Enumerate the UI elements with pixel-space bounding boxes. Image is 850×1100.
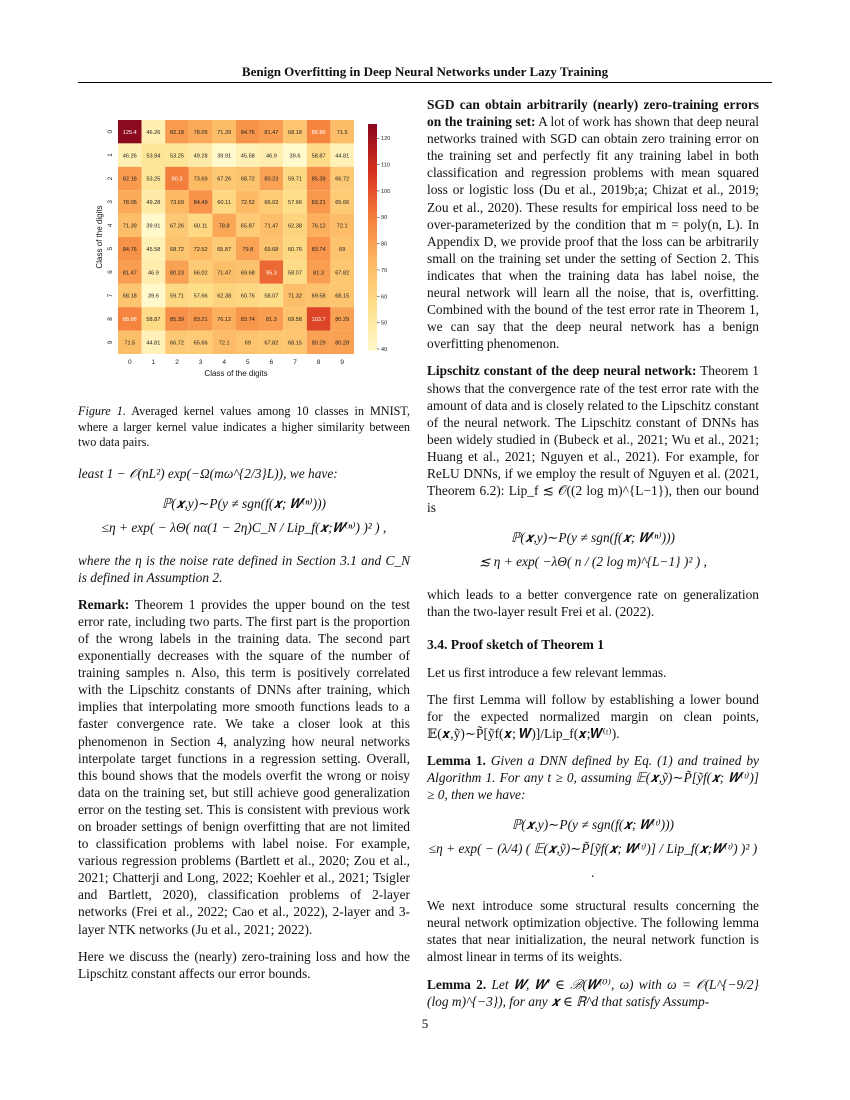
- heatmap-cell-label: 88.86: [311, 129, 326, 136]
- heatmap-cell-label: 65.87: [217, 246, 232, 253]
- heatmap-cell-label: 69: [339, 246, 346, 253]
- x-tick-label: 7: [293, 359, 297, 366]
- colorbar-segment: [368, 147, 377, 151]
- heatmap-cell-label: 125.4: [122, 129, 137, 136]
- colorbar-segment: [368, 154, 377, 158]
- x-tick-label: 8: [316, 359, 321, 366]
- colorbar-segment: [368, 139, 377, 143]
- colorbar-segment: [368, 346, 377, 350]
- heatmap-cell-label: 85.39: [170, 317, 184, 324]
- heatmap-cell-label: 81.3: [265, 317, 277, 324]
- heatmap-cell-label: 72.52: [193, 246, 208, 253]
- heatmap-cell-label: 69.58: [288, 317, 302, 324]
- heatmap-cell-label: 46.26: [122, 153, 137, 160]
- x-tick-label: 9: [340, 359, 345, 366]
- colorbar-segment: [368, 181, 377, 185]
- heatmap-cell-label: 66.02: [193, 270, 208, 277]
- lemma-1-label: Lemma 1.: [427, 752, 486, 768]
- heatmap-cell-label: 84.76: [240, 129, 255, 136]
- colorbar-segment: [368, 256, 377, 260]
- lipschitz-text: Theorem 1 shows that the convergence rate of the test error rate with the amount of data and is closely related to the Lipschitz constant of the neural network. The Lipschitz constant of DNNs has been widely studied in (Bubeck et al., 2021; Wu et al., 2021; Huang et al., 2021; Nguyen et al., 2021). For example, for ReLU DNNs, if we employ the result of Nguyen et al. (2021, Theorem 6.2): Lip_f ≲ 𝒪((2 log m)^{L−1}), then our bound is: [427, 363, 759, 516]
- heatmap-cell-label: 83.74: [240, 317, 255, 324]
- y-tick-label: 1: [107, 153, 114, 157]
- heatmap-cell-label: 81.47: [264, 129, 279, 136]
- y-tick-label: 7: [107, 293, 114, 298]
- heatmap-cell-label: 45.58: [146, 246, 161, 253]
- heatmap-cell-label: 49.28: [193, 153, 208, 160]
- colorbar-segment: [368, 128, 377, 132]
- colorbar-segment: [368, 275, 377, 279]
- sgd-paragraph: [427, 96, 759, 352]
- colorbar-tick-label: 70: [381, 267, 388, 274]
- heatmap-cell-label: 66.72: [335, 176, 350, 183]
- heatmap-cell-label: 60.11: [217, 200, 231, 207]
- colorbar-segment: [368, 331, 377, 335]
- colorbar-segment: [368, 241, 377, 245]
- heatmap-cell-label: 83.21: [193, 317, 208, 324]
- x-axis-label: Class of the digits: [204, 369, 268, 378]
- colorbar-segment: [368, 233, 377, 237]
- colorbar-segment: [368, 218, 377, 222]
- heatmap-cell-label: 73.69: [193, 176, 208, 183]
- heatmap-cell-label: 65.66: [335, 200, 350, 207]
- heatmap-cell-label: 49.28: [146, 200, 161, 207]
- heatmap-cell-label: 39.6: [289, 153, 301, 160]
- running-header: Benign Overfitting in Deep Neural Networks under Lazy Training: [241, 64, 609, 79]
- heatmap-cell-label: 71.32: [288, 293, 302, 300]
- colorbar-tick-label: 60: [381, 294, 388, 301]
- colorbar-tick-label: 80: [381, 241, 388, 248]
- colorbar-segment: [368, 222, 377, 226]
- heatmap-cell-label: 83.21: [311, 200, 326, 207]
- colorbar-segment: [368, 301, 377, 305]
- colorbar-segment: [368, 252, 377, 256]
- heatmap-cell-label: 79.8: [242, 246, 254, 253]
- heatmap-cell-label: 46.26: [146, 129, 161, 136]
- colorbar-segment: [368, 320, 377, 324]
- heatmap-cell-label: 58.07: [288, 270, 302, 277]
- colorbar-segment: [368, 248, 377, 252]
- colorbar-segment: [368, 158, 377, 162]
- y-tick-label: 8: [107, 317, 114, 321]
- y-tick-label: 2: [107, 176, 114, 181]
- remark-text: Theorem 1 provides the upper bound on the test error rate, including two parts. The first part is the proportion of the wrong labels in the training data. The second part exponentially decreases with the square of the number of training samples n. Also, this term is positively correlated with the Lipschitz constants of DNNs after training, which implies that interpolating more smooth functions leads to a faster convergence rate. We take a closer look at this phenomenon in Section 4, analyzing how neural networks interpolate target functions in a regression setting. Overall, this bound shows that the models overfit the wrong or noisy data on the training set, but still achieve good generalization error on the testing set. This is consistent with previous work on broader settings of benign overfitting that are not limited to classification problems with label noise. For example, various regression problems (Bartlett et al., 2020; Zou et al., 2021; Chatterji and Long, 2022; Koehler et al., 2021; Tsigler and Bartlett, 2020), classification problems of 2-layer networks (Frei et al., 2022; Cao et al., 2022), 2-layer and 3-layer NTK networks (Ju et al., 2021; 2022).: [78, 596, 410, 937]
- colorbar-segment: [368, 143, 377, 147]
- colorbar-tick-label: 50: [381, 320, 388, 327]
- colorbar-segment: [368, 132, 377, 136]
- colorbar-segment: [368, 162, 377, 166]
- heatmap-cell-label: 69.68: [240, 270, 255, 277]
- lipschitz-label: Lipschitz constant of the deep neural network:: [427, 363, 697, 379]
- x-tick-label: 0: [127, 359, 132, 366]
- caption-label: Figure 1.: [78, 404, 126, 418]
- lemma-2-label: Lemma 2.: [427, 976, 487, 992]
- colorbar-segment: [368, 297, 377, 301]
- colorbar-segment: [368, 184, 377, 188]
- sgd-label: SGD can obtain arbitrarily (nearly) zero-training errors on the training set:: [427, 97, 759, 130]
- heatmap-cell-label: 73.69: [170, 200, 184, 207]
- heatmap-chart: [78, 96, 410, 396]
- equation-3-line-1: ℙ(𝒙,y)∼P(y ≠ sgn(f(𝒙; 𝑾⁽ᵗ⁾))): [511, 817, 675, 833]
- page-number: 5: [421, 1016, 429, 1031]
- heatmap-cell-label: 90.3: [171, 176, 183, 183]
- heatmap-cell-label: 72.1: [218, 340, 230, 347]
- colorbar-segment: [368, 135, 377, 139]
- heatmap-cell-label: 58.07: [264, 293, 279, 300]
- colorbar-segment: [368, 177, 377, 181]
- heatmap-cell-label: 58.87: [311, 153, 326, 160]
- colorbar-segment: [368, 203, 377, 207]
- heatmap-cell-label: 66.72: [170, 340, 184, 347]
- heatmap-cell-label: 67.26: [217, 176, 232, 183]
- colorbar-segment: [368, 150, 377, 154]
- heatmap-cell-label: 76.12: [217, 317, 232, 324]
- heatmap-cell-label: 58.87: [146, 317, 161, 324]
- colorbar-segment: [368, 286, 377, 290]
- x-tick-label: 3: [198, 359, 203, 366]
- colorbar-tick-label: 120: [381, 136, 391, 143]
- figure-1: [78, 96, 410, 396]
- heatmap-cell-label: 68.72: [240, 176, 255, 183]
- colorbar-segment: [368, 229, 377, 233]
- colorbar-segment: [368, 245, 377, 249]
- heatmap-cell-label: 78.05: [122, 200, 137, 207]
- heatmap-cell-label: 57.66: [193, 293, 208, 300]
- heatmap-cell-label: 68.15: [288, 340, 302, 347]
- equation-1-line-1: ℙ(𝒙,y)∼P(y ≠ sgn(f(𝒙; 𝑾⁽ⁿ⁾))): [161, 495, 327, 511]
- colorbar-tick-label: 40: [381, 346, 388, 353]
- lemma-1-text: Given a DNN defined by Eq. (1) and trained by Algorithm 1. For any t ≥ 0, assuming 𝔼(𝒙,ỹ)∼P̃[ỹf(𝒙; 𝑾⁽ᵗ⁾)] ≥ 0, then we have:: [427, 752, 759, 803]
- section-title: 3.4. Proof sketch of Theorem 1: [427, 637, 605, 653]
- equation-2-line-1: ℙ(𝒙,y)∼P(y ≠ sgn(f(𝒙; 𝑾⁽ⁿ⁾))): [510, 530, 676, 546]
- heatmap-cell-label: 69: [244, 340, 251, 347]
- y-axis-label: Class of the digits: [95, 205, 104, 269]
- heatmap-cell-label: 62.38: [217, 293, 232, 300]
- heatmap-cell-label: 71.39: [122, 223, 137, 230]
- lemma-2: [427, 976, 759, 1010]
- colorbar-segment: [368, 188, 377, 192]
- right-column: [427, 96, 759, 1020]
- heatmap-cell-label: 80.23: [170, 270, 184, 277]
- colorbar-segment: [368, 327, 377, 331]
- heatmap-cell-label: 80.28: [335, 340, 350, 347]
- heatmap-cell-label: 72.1: [336, 223, 348, 230]
- theorem-conclusion: where the η is the noise rate defined in Section 3.1 and C_N is defined in Assumption 2.: [78, 552, 410, 585]
- colorbar-segment: [368, 335, 377, 339]
- y-tick-label: 0: [107, 129, 114, 134]
- heatmap-cell-label: 44.81: [146, 340, 161, 347]
- equation-3: [427, 813, 759, 885]
- x-tick-label: 6: [269, 359, 274, 366]
- y-tick-label: 4: [107, 223, 114, 228]
- colorbar-segment: [368, 294, 377, 298]
- heatmap-cell-label: 84.49: [193, 200, 208, 207]
- colorbar-segment: [368, 173, 377, 177]
- colorbar-segment: [368, 316, 377, 320]
- heatmap-cell-label: 69.58: [311, 293, 326, 300]
- heatmap-cell-label: 53.25: [146, 176, 161, 183]
- heatmap-cell-label: 66.02: [264, 200, 279, 207]
- left-column: [78, 96, 410, 992]
- heatmap-cell-label: 80.29: [311, 340, 326, 347]
- final-paragraph: Here we discuss the (nearly) zero-training loss and how the Lipschitz constant affects our error bounds.: [78, 948, 410, 981]
- colorbar-tick-label: 100: [381, 188, 391, 195]
- equation-2: [427, 526, 759, 574]
- equation-1: [78, 492, 410, 540]
- colorbar-segment: [368, 226, 377, 230]
- heatmap-cell-label: 83.74: [311, 246, 326, 253]
- colorbar-tick-label: 90: [381, 215, 388, 222]
- colorbar-segment: [368, 267, 377, 271]
- colorbar-segment: [368, 290, 377, 294]
- heatmap-cell-label: 71.47: [264, 223, 279, 230]
- heatmap-cell-label: 71.39: [217, 129, 232, 136]
- colorbar-segment: [368, 214, 377, 218]
- heatmap-cell-label: 65.66: [193, 340, 208, 347]
- y-tick-label: 6: [107, 270, 114, 274]
- structural-paragraph: We next introduce some structural results concerning the neural network optimization objective. The following lemma states that near initialization, the neural network function is almost linear in terms of its weights.: [427, 898, 759, 965]
- colorbar-segment: [368, 282, 377, 286]
- heatmap-cell-label: 46.9: [265, 153, 277, 160]
- equation-3-line-2: ≤η + exp( − (λ/4) ( 𝔼(𝒙,ỹ)∼P̃[ỹf(𝒙; 𝑾⁽ᵗ⁾)] / Lip_f(𝒙;𝑾⁽ᵗ⁾) )² ) .: [428, 841, 758, 881]
- heatmap-cell-label: 69.68: [264, 246, 279, 253]
- heatmap-cell-label: 39.6: [147, 293, 159, 300]
- heatmap-cell-label: 82.18: [122, 176, 137, 183]
- colorbar-segment: [368, 165, 377, 169]
- colorbar-segment: [368, 342, 377, 346]
- heatmap-cell-label: 60.76: [240, 293, 255, 300]
- heatmap-cell-label: 84.76: [122, 246, 137, 253]
- sgd-text: A lot of work has shown that deep neural networks trained with SGD can obtain zero training error on the training set and perfectly fit any training label in both classification and regression problems with mean squared loss or logistic loss (Du et al., 2019b;a; Chizat et al., 2019; Zou et al., 2020). These results for empirical loss need to be over-parameterized by the condition that m = poly(n, L). In Appendix D, we provide proof that the loss can be arbitrarily small on the training set under the setting of Section 2. This indicates that when the training data has label noise, the neural network will learn all the noise, that is, overfitting. Combined with the bound of the test error rate in Theorem 1, we can say that the deep neural network has a benign overfitting phenomenon.: [427, 114, 759, 352]
- colorbar-segment: [368, 305, 377, 309]
- heatmap-cell-label: 59.71: [170, 293, 184, 300]
- colorbar-segment: [368, 309, 377, 313]
- heatmap-cell-label: 71.47: [217, 270, 232, 277]
- heatmap-cell-label: 53.94: [146, 153, 161, 160]
- heatmap-cell-label: 67.82: [335, 270, 350, 277]
- colorbar-segment: [368, 196, 377, 200]
- lemma-1: [427, 752, 759, 803]
- colorbar-segment: [368, 207, 377, 211]
- colorbar-segment: [368, 192, 377, 196]
- heatmap-cell-label: 71.5: [336, 129, 348, 136]
- colorbar-segment: [368, 199, 377, 203]
- y-tick-label: 5: [107, 246, 114, 251]
- heatmap-cell-label: 81.47: [122, 270, 137, 277]
- heatmap-cell-label: 68.18: [288, 129, 302, 136]
- heatmap-cell-label: 57.66: [288, 200, 302, 207]
- heatmap-cell-label: 45.58: [240, 153, 255, 160]
- colorbar-segment: [368, 312, 377, 316]
- after-equation-2: which leads to a better convergence rate on generalization than the two-layer result Frei et al. (2022).: [427, 587, 759, 620]
- x-tick-label: 5: [245, 359, 250, 366]
- colorbar-segment: [368, 271, 377, 275]
- heatmap-cell-label: 80.23: [264, 176, 279, 183]
- heatmap-cell-label: 62.38: [288, 223, 302, 230]
- remark-label: Remark:: [78, 596, 130, 612]
- lemma-intro: The first Lemma will follow by establishing a lower bound for the expected normalized margin on clean points, 𝔼(𝒙,ỹ)∼P̃[ỹf(𝒙; 𝑾)]/Lip_f(𝒙;𝑾⁽ᵗ⁾).: [427, 691, 759, 741]
- heatmap-cell-label: 78.05: [193, 129, 208, 136]
- heatmap-cell-label: 46.9: [147, 270, 159, 277]
- colorbar-segment: [368, 260, 377, 264]
- x-tick-label: 2: [175, 359, 179, 366]
- heatmap-cell-label: 95.3: [265, 270, 277, 277]
- heatmap-cell-label: 44.81: [335, 153, 350, 160]
- heatmap-cell-label: 39.91: [146, 223, 161, 230]
- heatmap-cell-label: 80.29: [335, 317, 350, 324]
- heatmap-cell-label: 67.26: [170, 223, 184, 230]
- colorbar-segment: [368, 263, 377, 267]
- heatmap-cell-label: 68.72: [170, 246, 184, 253]
- heatmap-cell-label: 60.76: [288, 246, 302, 253]
- equation-2-line-2: ≲ η + exp( −λΘ( n / (2 log m)^{L−1} )² ) ,: [479, 554, 707, 570]
- heatmap-cell-label: 67.82: [264, 340, 279, 347]
- colorbar-segment: [368, 278, 377, 282]
- figure-caption: [78, 404, 410, 451]
- lemma-2-text: Let 𝑾, 𝑾′ ∈ ℬ(𝑾⁽⁰⁾, ω) with ω = 𝒪(L^{−9/2}(log m)^{−3}), for any 𝒙 ∈ ℝ^d that satisfy Assump-: [427, 976, 759, 1009]
- heatmap-cell-label: 76.12: [311, 223, 326, 230]
- y-tick-label: 3: [107, 200, 114, 204]
- colorbar-segment: [368, 124, 377, 128]
- heatmap-cell-label: 68.15: [335, 293, 350, 300]
- x-tick-label: 4: [222, 359, 227, 366]
- heatmap-cell-label: 82.18: [170, 129, 184, 136]
- colorbar-segment: [368, 237, 377, 241]
- header-rule: [78, 82, 772, 83]
- caption-text: Averaged kernel values among 10 classes in MNIST, where a larger kernel value indicates a higher similarity between two data pairs.: [78, 404, 411, 449]
- heatmap-cell-label: 53.25: [170, 153, 184, 160]
- equation-1-line-2: ≤η + exp( − λΘ( nα(1 − 2η)C_N / Lip_f(𝒙;𝑾⁽ⁿ⁾) )² ) ,: [101, 519, 387, 535]
- heatmap-cell-label: 81.3: [313, 270, 325, 277]
- heatmap-cell-label: 103.7: [311, 317, 326, 324]
- theorem-tail: least 1 − 𝒪(nL²) exp(−Ω(mω^{2/3}L)), we have:: [78, 465, 338, 481]
- heatmap-cell-label: 78.8: [218, 223, 230, 230]
- section-intro: Let us first introduce a few relevant lemmas.: [427, 664, 667, 680]
- colorbar-segment: [368, 324, 377, 328]
- heatmap-cell-label: 39.91: [217, 153, 232, 160]
- colorbar-segment: [368, 339, 377, 343]
- heatmap-cell-label: 60.11: [193, 223, 208, 230]
- y-tick-label: 9: [107, 340, 114, 345]
- heatmap-cell-label: 65.87: [240, 223, 255, 230]
- heatmap-cell-label: 72.52: [240, 200, 255, 207]
- heatmap-cell-label: 85.39: [311, 176, 326, 183]
- heatmap-cell-label: 59.71: [288, 176, 302, 183]
- colorbar-tick-label: 110: [381, 162, 390, 169]
- x-tick-label: 1: [151, 359, 156, 366]
- colorbar-segment: [368, 169, 377, 173]
- lipschitz-paragraph: [427, 362, 759, 516]
- heatmap-cell-label: 71.5: [124, 340, 136, 347]
- remark-paragraph: [78, 596, 410, 938]
- heatmap-cell-label: 88.86: [122, 317, 137, 324]
- heatmap-cell-label: 68.18: [122, 293, 137, 300]
- colorbar-segment: [368, 211, 377, 215]
